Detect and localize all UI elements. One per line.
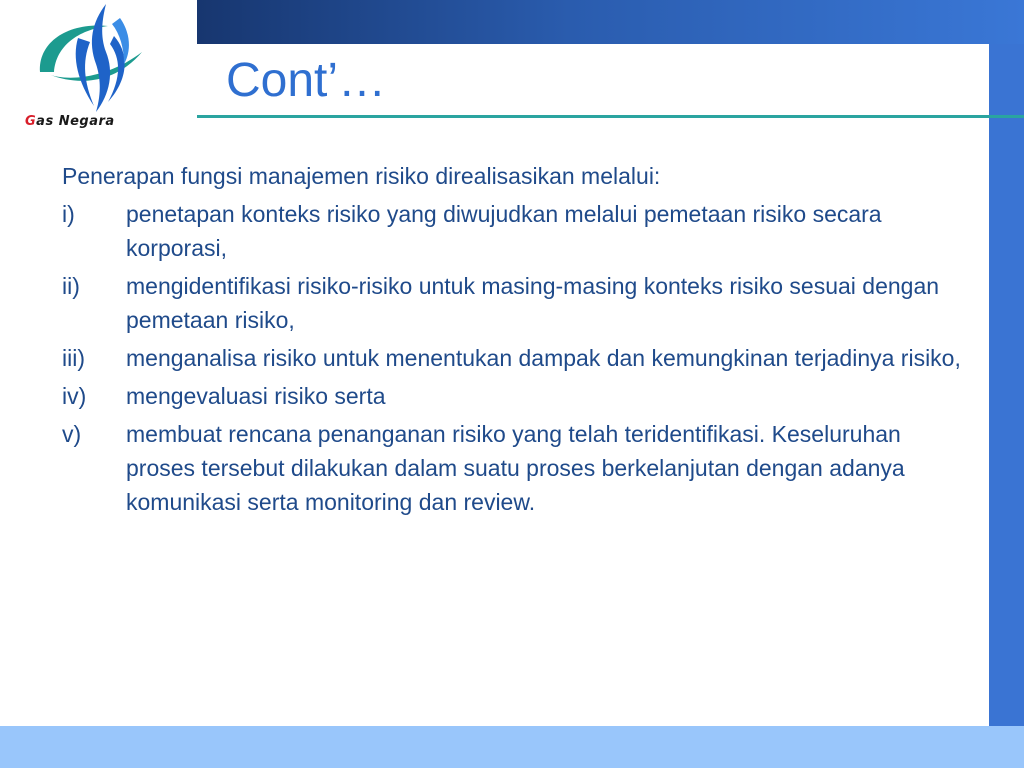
title-divider <box>197 115 1024 118</box>
list-item <box>62 417 962 519</box>
list-item <box>62 379 962 413</box>
side-bar-decoration <box>989 44 1024 750</box>
intro-text: Penerapan fungsi manajemen risiko direalisasikan melalui: <box>62 163 661 189</box>
list-item-text: membuat rencana penanganan risiko yang telah teridentifikasi. Keseluruhan proses tersebut dilakukan dalam suatu proses berkelanjutan dengan adanya komunikasi serta monitoring dan review. <box>126 421 905 515</box>
logo-wordmark: Gas Negara <box>25 114 115 129</box>
list-item <box>62 197 962 265</box>
list-item-text: mengevaluasi risiko serta <box>126 383 386 409</box>
list-item-text: mengidentifikasi risiko-risiko untuk masing-masing konteks risiko sesuai dengan pemetaan risiko, <box>126 273 940 333</box>
footer-band <box>0 726 1024 768</box>
list-item-marker: ii) <box>62 273 80 299</box>
list-item <box>62 269 962 337</box>
header-band <box>197 0 1024 44</box>
list-item-marker: i) <box>62 201 75 227</box>
company-logo <box>20 0 180 140</box>
list-item-marker: iv) <box>62 383 87 409</box>
gas-negara-emblem-icon <box>38 2 148 114</box>
list-item-text: penetapan konteks risiko yang diwujudkan melalui pemetaan risiko secara korporasi, <box>126 201 882 261</box>
slide-title: Cont’… <box>226 54 387 107</box>
list-item-marker: iii) <box>62 345 85 371</box>
list-item <box>62 341 962 375</box>
slide-body <box>62 159 962 523</box>
list-item-text: menganalisa risiko untuk menentukan dampak dan kemungkinan terjadinya risiko, <box>126 345 961 371</box>
list-item-marker: v) <box>62 421 82 447</box>
